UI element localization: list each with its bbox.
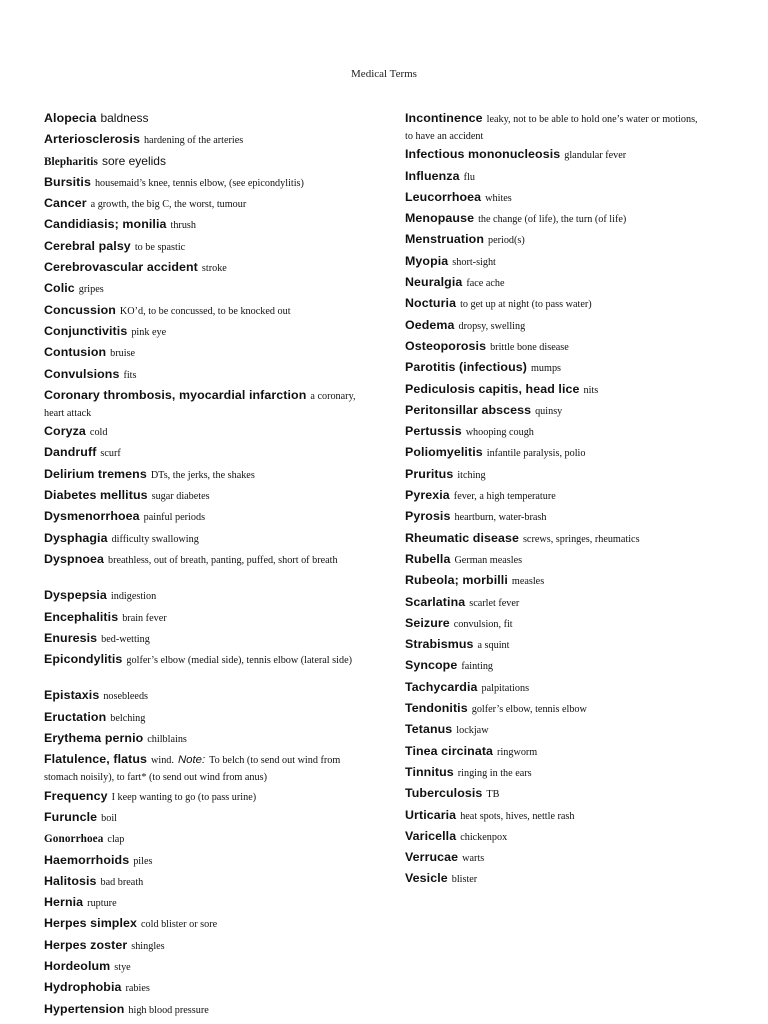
- term-name: Bursitis: [44, 174, 91, 189]
- term-entry: [44, 609, 364, 630]
- term-name: Myopia: [405, 253, 449, 268]
- term-name: Strabismus: [405, 637, 474, 652]
- left-column: [44, 110, 364, 1022]
- term-definition: high blood pressure: [128, 1004, 209, 1016]
- term-definition: the change (of life), the turn (of life): [478, 214, 627, 226]
- term-entry: [405, 359, 705, 380]
- term-definition: difficulty swallowing: [111, 533, 199, 545]
- term-entry: [44, 153, 364, 174]
- term-name: Epicondylitis: [44, 652, 123, 667]
- term-name: Incontinence: [405, 111, 483, 125]
- term-definition: heartburn, water-brash: [454, 512, 547, 524]
- term-entry: [44, 937, 364, 958]
- term-entry: [44, 423, 364, 444]
- term-definition: quinsy: [535, 405, 563, 417]
- term-name: Haemorrhoids: [44, 852, 130, 867]
- term-definition: breathless, out of breath, panting, puffed, short of breath: [108, 554, 338, 566]
- term-entry: [44, 366, 364, 387]
- term-definition: leaky, not to be able to hold one’s water or motions, to have an accident: [405, 114, 698, 142]
- term-name: Hypertension: [44, 1001, 125, 1016]
- term-name: Tetanus: [405, 722, 453, 737]
- term-name: Pediculosis capitis, head lice: [405, 381, 580, 396]
- term-definition: indigestion: [110, 591, 157, 603]
- term-definition: itching: [457, 469, 486, 481]
- term-name: Rheumatic disease: [405, 530, 519, 545]
- term-entry: [44, 323, 364, 344]
- term-entry: [44, 852, 364, 873]
- term-name: Hernia: [44, 895, 84, 910]
- term-name: Seizure: [405, 615, 450, 630]
- term-definition: mumps: [531, 363, 562, 375]
- term-name: Tendonitis: [405, 701, 468, 716]
- term-entry: [44, 751, 364, 787]
- term-definition: a growth, the big C, the worst, tumour: [90, 199, 247, 211]
- term-name: Pyrosis: [405, 509, 451, 524]
- term-definition: brain fever: [122, 612, 167, 624]
- term-name: Cerebrovascular accident: [44, 260, 198, 275]
- term-name: Contusion: [44, 345, 107, 360]
- term-entry: [44, 280, 364, 301]
- term-definition: stye: [114, 961, 131, 973]
- term-name: Dyspepsia: [44, 588, 107, 603]
- term-name: Arteriosclerosis: [44, 132, 140, 147]
- term-name: Neuralgia: [405, 275, 463, 290]
- term-entry: [44, 216, 364, 237]
- term-name: Dysphagia: [44, 530, 108, 545]
- term-name: Parotitis (infectious): [405, 360, 527, 375]
- term-name: Alopecia: [44, 111, 97, 125]
- term-definition: rabies: [125, 983, 150, 995]
- term-entry: [405, 508, 705, 529]
- term-entry: [44, 1001, 364, 1022]
- term-name: Influenza: [405, 168, 460, 183]
- term-name: Urticaria: [405, 807, 457, 822]
- term-definition: short-sight: [452, 256, 496, 268]
- term-name: Rubella: [405, 551, 451, 566]
- term-entry: [405, 338, 705, 359]
- term-entry: [44, 651, 364, 687]
- term-definition: bruise: [110, 348, 136, 360]
- term-entry: [44, 894, 364, 915]
- term-name: Nocturia: [405, 296, 457, 311]
- term-definition: fits: [123, 369, 137, 381]
- term-definition: golfer’s elbow, tennis elbow: [471, 704, 587, 716]
- term-entry: [44, 730, 364, 751]
- term-name: Dysmenorrhoea: [44, 509, 140, 524]
- term-definition: thrush: [170, 220, 196, 232]
- term-definition: shingles: [131, 940, 165, 952]
- term-entry: [44, 174, 364, 195]
- term-name: Menstruation: [405, 232, 484, 247]
- term-definition: chickenpox: [460, 831, 508, 843]
- term-entry: [44, 466, 364, 487]
- term-entry: [44, 259, 364, 280]
- term-name: Menopause: [405, 211, 475, 226]
- term-entry: [44, 508, 364, 529]
- term-entry: [405, 189, 705, 210]
- term-name: Dyspnoea: [44, 551, 105, 566]
- term-name: Verrucae: [405, 850, 459, 865]
- term-definition: German measles: [454, 554, 523, 566]
- term-entry: [44, 873, 364, 894]
- page-title: Medical Terms: [351, 68, 417, 80]
- term-entry: [44, 809, 364, 830]
- term-entry: [405, 594, 705, 615]
- term-entry: [405, 317, 705, 338]
- term-definition: I keep wanting to go (to pass urine): [111, 791, 257, 803]
- term-name: Diabetes mellitus: [44, 488, 148, 503]
- term-definition: dropsy, swelling: [458, 320, 526, 332]
- term-definition: chilblains: [147, 734, 187, 746]
- term-name: Pruritus: [405, 466, 454, 481]
- term-entry: [405, 679, 705, 700]
- term-entry: [405, 764, 705, 785]
- term-entry: [405, 168, 705, 189]
- term-definition: housemaid’s knee, tennis elbow, (see epicondylitis): [94, 177, 304, 189]
- term-definition: bed-wetting: [101, 633, 150, 645]
- term-definition: to get up at night (to pass water): [460, 299, 592, 311]
- term-entry: [44, 587, 364, 608]
- term-definition: rupture: [87, 898, 117, 910]
- term-definition: stroke: [201, 263, 227, 275]
- term-entry: [44, 387, 364, 423]
- term-definition: convulsion, fit: [453, 618, 513, 630]
- term-name: Varicella: [405, 828, 457, 843]
- term-definition: gripes: [78, 284, 104, 296]
- term-entry: [44, 344, 364, 365]
- term-entry: [44, 302, 364, 323]
- term-definition: warts: [462, 853, 485, 865]
- term-name: Erythema pernio: [44, 731, 144, 746]
- term-definition: a squint: [477, 640, 510, 652]
- term-definition: TB: [486, 789, 500, 801]
- term-entry: [44, 788, 364, 809]
- term-entry: [44, 979, 364, 1000]
- term-definition: nosebleeds: [103, 691, 149, 703]
- term-name: Cancer: [44, 196, 87, 211]
- term-name: Poliomyelitis: [405, 445, 483, 460]
- term-definition: sore eyelids: [101, 153, 166, 168]
- term-name: Halitosis: [44, 873, 97, 888]
- term-entry: [405, 657, 705, 678]
- term-name: Tinnitus: [405, 764, 454, 779]
- term-name: Conjunctivitis: [44, 323, 128, 338]
- term-name: Rubeola; morbilli: [405, 573, 508, 588]
- term-entry: [44, 830, 364, 851]
- term-definition: ringworm: [497, 746, 538, 758]
- term-entry: [405, 572, 705, 593]
- term-name: Gonorrhoea: [44, 833, 104, 846]
- term-name: Convulsions: [44, 366, 120, 381]
- term-definition: cold blister or sore: [141, 919, 218, 931]
- term-definition: fever, a high temperature: [453, 491, 556, 503]
- term-name: Coronary thrombosis, myocardial infarction: [44, 387, 307, 402]
- term-name: Frequency: [44, 788, 108, 803]
- term-name: Tachycardia: [405, 679, 478, 694]
- term-name: Epistaxis: [44, 688, 100, 703]
- term-name: Pyrexia: [405, 488, 450, 503]
- term-definition: brittle bone disease: [490, 341, 569, 353]
- term-entry: [405, 466, 705, 487]
- term-name: Tinea circinata: [405, 743, 494, 758]
- term-name: Vesicle: [405, 871, 448, 886]
- term-name: Candidiasis; monilia: [44, 217, 167, 232]
- term-name: Syncope: [405, 658, 458, 673]
- term-definition: DTs, the jerks, the shakes: [150, 469, 255, 481]
- term-definition: ringing in the ears: [457, 767, 532, 779]
- term-definition: infantile paralysis, polio: [486, 448, 586, 460]
- term-entry: [405, 253, 705, 274]
- term-name: Flatulence, flatus: [44, 752, 148, 767]
- term-definition: pink eye: [131, 326, 167, 338]
- term-entry: [44, 238, 364, 259]
- term-name: Colic: [44, 281, 75, 296]
- term-entry: [44, 444, 364, 465]
- term-definition: flu: [463, 171, 475, 183]
- term-entry: [44, 709, 364, 730]
- term-name: Encephalitis: [44, 609, 119, 624]
- term-entry: [405, 444, 705, 465]
- term-entry: [44, 915, 364, 936]
- term-definition: lockjaw: [456, 725, 489, 737]
- term-definition: fainting: [461, 661, 494, 673]
- note-text: To belch (to send out wind from stomach noisily), to fart* (to send out wind from anus): [44, 755, 341, 784]
- term-entry: [405, 402, 705, 423]
- term-entry: [405, 743, 705, 764]
- term-name: Herpes simplex: [44, 916, 137, 931]
- term-name: Osteoporosis: [405, 338, 487, 353]
- term-entry: [44, 530, 364, 551]
- term-entry: [405, 721, 705, 742]
- term-name: Enuresis: [44, 630, 98, 645]
- term-entry: [405, 615, 705, 636]
- term-name: Oedema: [405, 317, 455, 332]
- term-definition: screws, springes, rheumatics: [522, 533, 640, 545]
- term-definition: cold: [89, 427, 108, 439]
- term-definition: nits: [583, 384, 599, 396]
- term-entry: [405, 849, 705, 870]
- note-label: Note:: [177, 754, 206, 767]
- term-name: Tuberculosis: [405, 786, 483, 801]
- term-entry: [405, 636, 705, 657]
- term-name: Herpes zoster: [44, 937, 128, 952]
- term-entry: [44, 687, 364, 708]
- term-definition: piles: [133, 855, 153, 867]
- term-entry: [44, 110, 364, 131]
- term-name: Blepharitis: [44, 155, 98, 168]
- right-column: [405, 110, 705, 892]
- term-definition: hardening of the arteries: [143, 135, 244, 147]
- term-entry: [405, 828, 705, 849]
- term-entry: [405, 551, 705, 572]
- term-entry: [44, 630, 364, 651]
- term-entry: [44, 551, 364, 587]
- term-entry: [44, 131, 364, 152]
- term-definition: to be spastic: [134, 241, 186, 253]
- term-name: Eructation: [44, 709, 107, 724]
- term-name: Leucorrhoea: [405, 189, 482, 204]
- term-entry: [44, 195, 364, 216]
- term-entry: [405, 700, 705, 721]
- term-definition: clap: [107, 834, 125, 846]
- term-entry: [405, 785, 705, 806]
- term-definition: face ache: [466, 278, 505, 290]
- term-definition: glandular fever: [564, 150, 627, 162]
- term-name: Hordeolum: [44, 958, 111, 973]
- term-definition: painful periods: [143, 512, 206, 524]
- term-definition: belching: [110, 712, 146, 724]
- term-definition: scurf: [100, 448, 121, 460]
- term-name: Furuncle: [44, 809, 98, 824]
- term-definition: bad breath: [100, 876, 144, 888]
- term-definition: measles: [511, 576, 545, 588]
- term-entry: [44, 958, 364, 979]
- term-entry: [405, 381, 705, 402]
- term-name: Concussion: [44, 302, 116, 317]
- term-name: Coryza: [44, 424, 86, 439]
- term-entry: [405, 530, 705, 551]
- term-name: Delirium tremens: [44, 466, 147, 481]
- term-name: Scarlatina: [405, 594, 466, 609]
- term-entry: [405, 146, 705, 167]
- term-definition: blister: [451, 874, 478, 886]
- term-name: Hydrophobia: [44, 980, 122, 995]
- term-entry: [405, 295, 705, 316]
- term-definition: period(s): [488, 235, 525, 247]
- term-name: Pertussis: [405, 424, 462, 439]
- term-entry: [405, 807, 705, 828]
- term-name: Infectious mononucleosis: [405, 147, 561, 162]
- term-definition: golfer’s elbow (medial side), tennis elbow (lateral side): [126, 655, 352, 667]
- term-definition: baldness: [100, 111, 149, 125]
- term-name: Peritonsillar abscess: [405, 402, 532, 417]
- term-entry: [405, 110, 705, 146]
- term-definition: sugar diabetes: [151, 491, 210, 503]
- term-definition: whooping cough: [465, 427, 534, 439]
- term-definition: scarlet fever: [469, 597, 520, 609]
- term-definition: KO’d, to be concussed, to be knocked out: [119, 305, 291, 317]
- term-definition: wind.: [151, 755, 174, 767]
- term-entry: [405, 487, 705, 508]
- term-entry: [405, 870, 705, 891]
- term-entry: [405, 231, 705, 252]
- term-entry: [44, 487, 364, 508]
- term-definition: palpitations: [481, 682, 530, 694]
- term-entry: [405, 274, 705, 295]
- term-definition: a coronary, heart attack: [44, 390, 356, 419]
- term-name: Dandruff: [44, 445, 97, 460]
- term-definition: boil: [101, 812, 117, 824]
- term-entry: [405, 423, 705, 444]
- term-definition: heat spots, hives, nettle rash: [460, 810, 575, 822]
- term-name: Cerebral palsy: [44, 238, 131, 253]
- term-entry: [405, 210, 705, 231]
- term-definition: whites: [485, 192, 512, 204]
